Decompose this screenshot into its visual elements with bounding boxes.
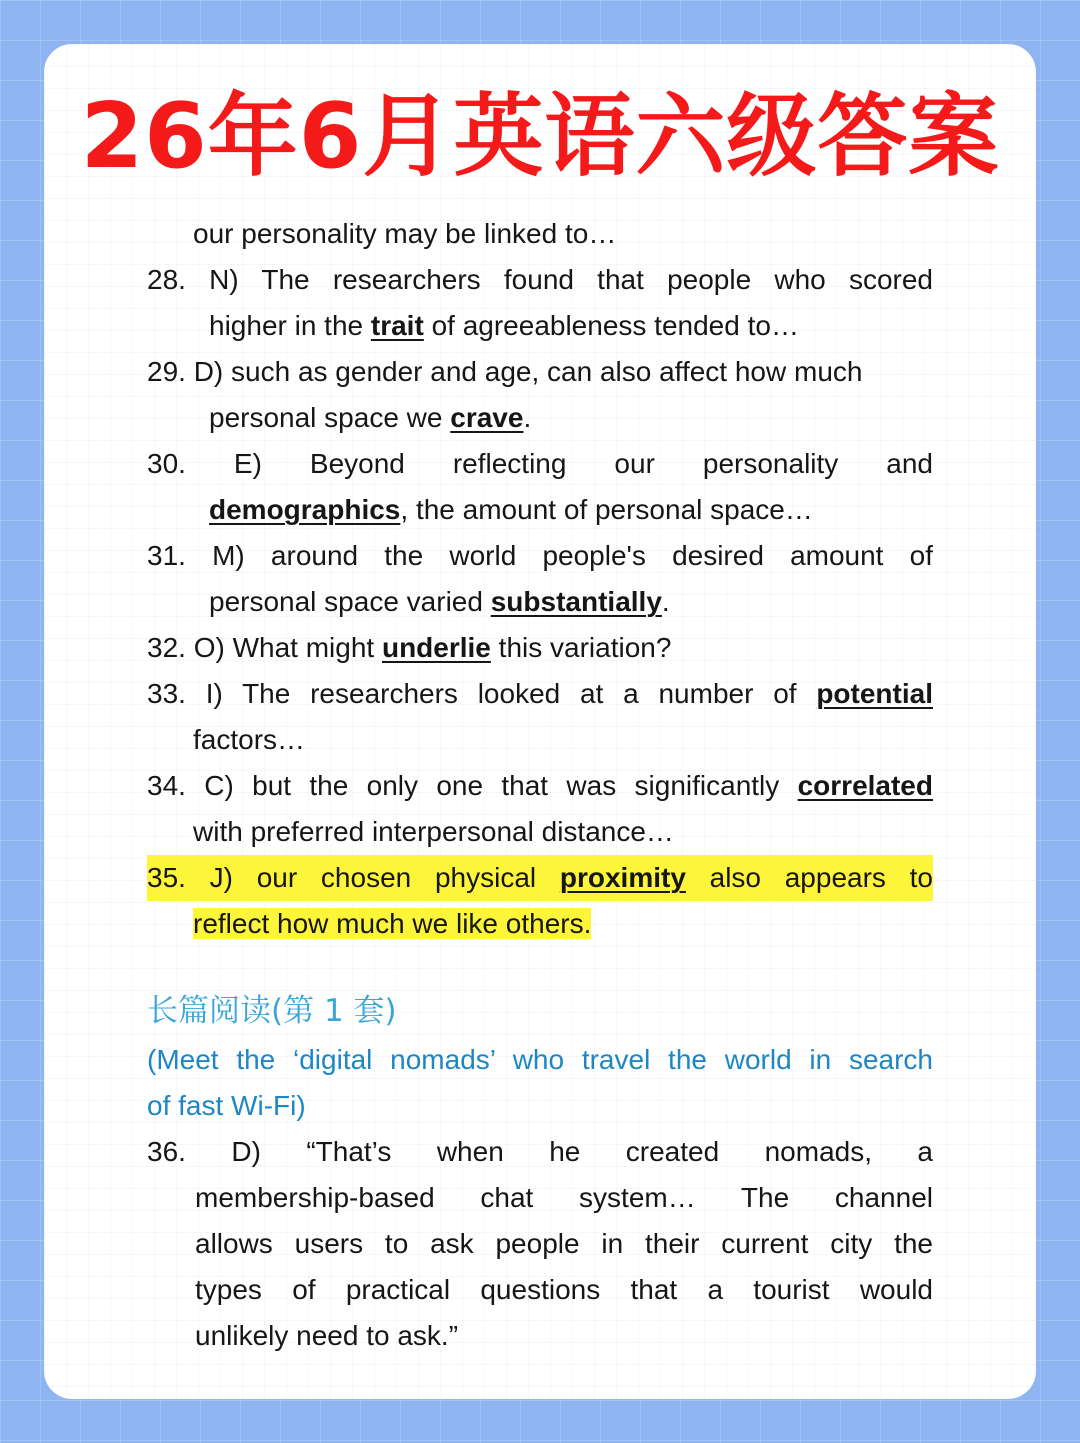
answer-28-line-2: higher in the trait of agreeableness tended to… <box>209 310 799 341</box>
answer-33-line-2: factors… <box>193 724 306 755</box>
section-gap <box>147 947 933 985</box>
answer-27-continuation: our personality may be linked to… <box>193 218 617 249</box>
keyword-underlie: underlie <box>381 632 491 663</box>
keyword-trait: trait <box>370 310 424 341</box>
answer-35-line-1-highlighted: 35. J) our chosen physical proximity also appears to <box>147 855 933 901</box>
answer-30-line-1: 30. E) Beyond reflecting our personality and <box>147 448 933 479</box>
answer-34-line-1: 34. C) but the only one that was significantly correlated <box>147 770 933 801</box>
page-title: 26年6月英语六级答案 <box>80 84 1000 189</box>
answer-36-line-5: unlikely need to ask.” <box>195 1320 459 1351</box>
answer-33-line-1: 33. I) The researchers looked at a number of potential <box>147 678 933 709</box>
answer-36-line-2: membership-based chat system… The channel <box>195 1182 933 1213</box>
answer-29-line-1: 29. D) such as gender and age, can also affect how much <box>147 356 863 387</box>
answer-32-line-1: 32. O) What might underlie this variation? <box>147 632 672 663</box>
keyword-demographics: demographics <box>209 494 401 525</box>
answer-36-line-1: 36. D) “That’s when he created nomads, a <box>147 1136 933 1167</box>
highlighted-text: reflect how much we like others. <box>193 908 592 939</box>
answer-28-line-1: 28. N) The researchers found that people who scored <box>147 264 933 295</box>
section-subtitle-line-1: (Meet the ‘digital nomads’ who travel the world in search <box>147 1044 933 1075</box>
keyword-potential: potential <box>816 678 933 709</box>
keyword-crave: crave <box>450 402 524 433</box>
section-title: 长篇阅读(第 1 套) <box>147 993 397 1029</box>
answer-29-line-2: personal space we crave. <box>209 402 532 433</box>
answer-list <box>147 211 933 1359</box>
answer-31-line-1: 31. M) around the world people's desired amount of <box>147 540 933 571</box>
answer-36-line-3: allows users to ask people in their current city the <box>195 1228 933 1259</box>
keyword-correlated: correlated <box>797 770 933 801</box>
answer-card <box>44 44 1036 1399</box>
answer-36-line-4: types of practical questions that a tourist would <box>195 1274 933 1305</box>
keyword-substantially: substantially <box>490 586 662 617</box>
keyword-proximity: proximity <box>559 862 686 893</box>
answer-34-line-2: with preferred interpersonal distance… <box>193 816 674 847</box>
answer-30-line-2: demographics, the amount of personal space… <box>209 494 813 525</box>
answer-35-line-2 <box>147 901 933 947</box>
answer-31-line-2: personal space varied substantially. <box>209 586 670 617</box>
section-subtitle-line-2: of fast Wi-Fi) <box>147 1090 306 1121</box>
